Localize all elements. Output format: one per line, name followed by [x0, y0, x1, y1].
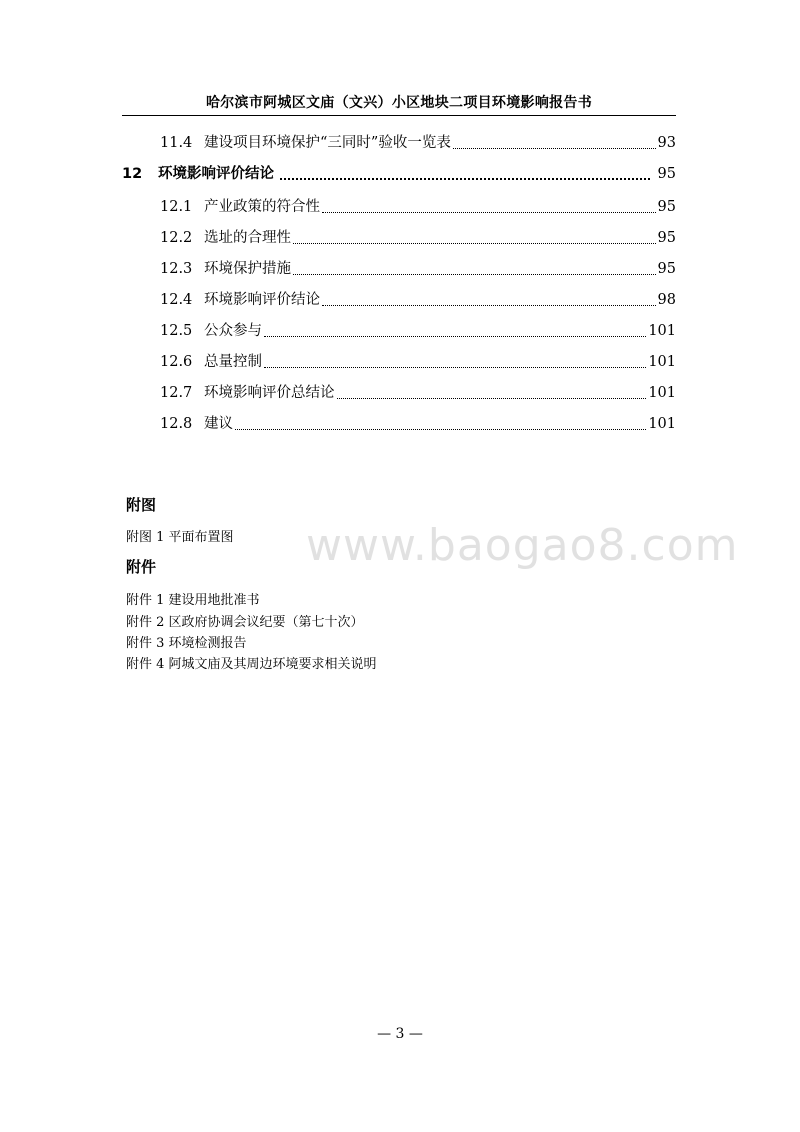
toc-dot-leader — [293, 242, 656, 244]
document-header-title: 哈尔滨市阿城区文庙（文兴）小区地块二项目环境影响报告书 — [205, 95, 593, 111]
toc-entry-page: 95 — [657, 230, 676, 246]
toc-entry-page: 93 — [657, 135, 676, 151]
toc-dot-leader — [264, 366, 646, 368]
toc-entry-11-4[interactable] — [122, 131, 676, 155]
toc-dot-leader — [280, 177, 650, 180]
attachment-item-4: 附件 4 阿城文庙及其周边环境要求相关说明 — [126, 657, 377, 672]
toc-dot-leader — [293, 273, 656, 275]
header-divider — [122, 115, 676, 116]
toc-entry-page: 101 — [648, 323, 676, 339]
attachment-item-3: 附件 3 环境检测报告 — [126, 636, 247, 651]
toc-entry-12-1[interactable] — [122, 195, 676, 219]
attachments-heading: 附件 — [126, 558, 157, 576]
toc-entry-page: 101 — [648, 354, 676, 370]
toc-entry-page: 101 — [648, 416, 676, 432]
page-number: — 3 — — [377, 1026, 423, 1042]
toc-entry-number: 12.2 — [160, 230, 193, 246]
toc-entry-number: 12.3 — [160, 261, 193, 277]
toc-entry-12-4[interactable] — [122, 288, 676, 312]
figure-item-1: 附图 1 平面布置图 — [126, 530, 234, 545]
toc-entry-page: 95 — [657, 199, 676, 215]
toc-entry-number: 12.6 — [160, 354, 193, 370]
toc-entry-title: 环境影响评价结论 — [158, 166, 274, 182]
toc-entry-number: 12.4 — [160, 292, 193, 308]
toc-entry-title: 环境保护措施 — [204, 261, 291, 277]
toc-entry-12[interactable] — [122, 162, 676, 186]
toc-entry-page: 101 — [648, 385, 676, 401]
toc-entry-title: 公众参与 — [204, 323, 262, 339]
toc-entry-12-6[interactable] — [122, 350, 676, 374]
toc-entry-number: 12.7 — [160, 385, 193, 401]
toc-dot-leader — [453, 147, 656, 149]
toc-entry-title: 产业政策的符合性 — [204, 199, 320, 215]
toc-entry-page: 95 — [657, 166, 676, 182]
toc-entry-number: 12 — [122, 166, 143, 182]
toc-dot-leader — [322, 211, 656, 213]
toc-entry-title: 环境影响评价结论 — [204, 292, 320, 308]
attachment-item-1: 附件 1 建设用地批准书 — [126, 593, 260, 608]
toc-entry-number: 12.8 — [160, 416, 193, 432]
toc-entry-page: 95 — [657, 261, 676, 277]
toc-dot-leader — [337, 397, 647, 399]
attachment-item-2: 附件 2 区政府协调会议纪要（第七十次） — [126, 615, 364, 630]
toc-dot-leader — [322, 304, 656, 306]
toc-entry-12-2[interactable] — [122, 226, 676, 250]
toc-entry-title: 选址的合理性 — [204, 230, 291, 246]
toc-dot-leader — [264, 335, 646, 337]
toc-entry-number: 12.5 — [160, 323, 193, 339]
toc-entry-title: 环境影响评价总结论 — [204, 385, 335, 401]
toc-entry-title: 总量控制 — [204, 354, 262, 370]
toc-dot-leader — [235, 428, 646, 430]
toc-entry-12-7[interactable] — [122, 381, 676, 405]
toc-entry-number: 11.4 — [160, 135, 193, 151]
toc-entry-12-3[interactable] — [122, 257, 676, 281]
toc-entry-number: 12.1 — [160, 199, 193, 215]
toc-entry-12-8[interactable] — [122, 412, 676, 436]
watermark: www.baogao8.com — [306, 520, 739, 571]
toc-entry-title: 建议 — [204, 416, 233, 432]
figures-heading: 附图 — [126, 496, 157, 514]
toc-entry-page: 98 — [657, 292, 676, 308]
toc-entry-12-5[interactable] — [122, 319, 676, 343]
toc-entry-title: 建设项目环境保护“三同时”验收一览表 — [204, 135, 451, 151]
